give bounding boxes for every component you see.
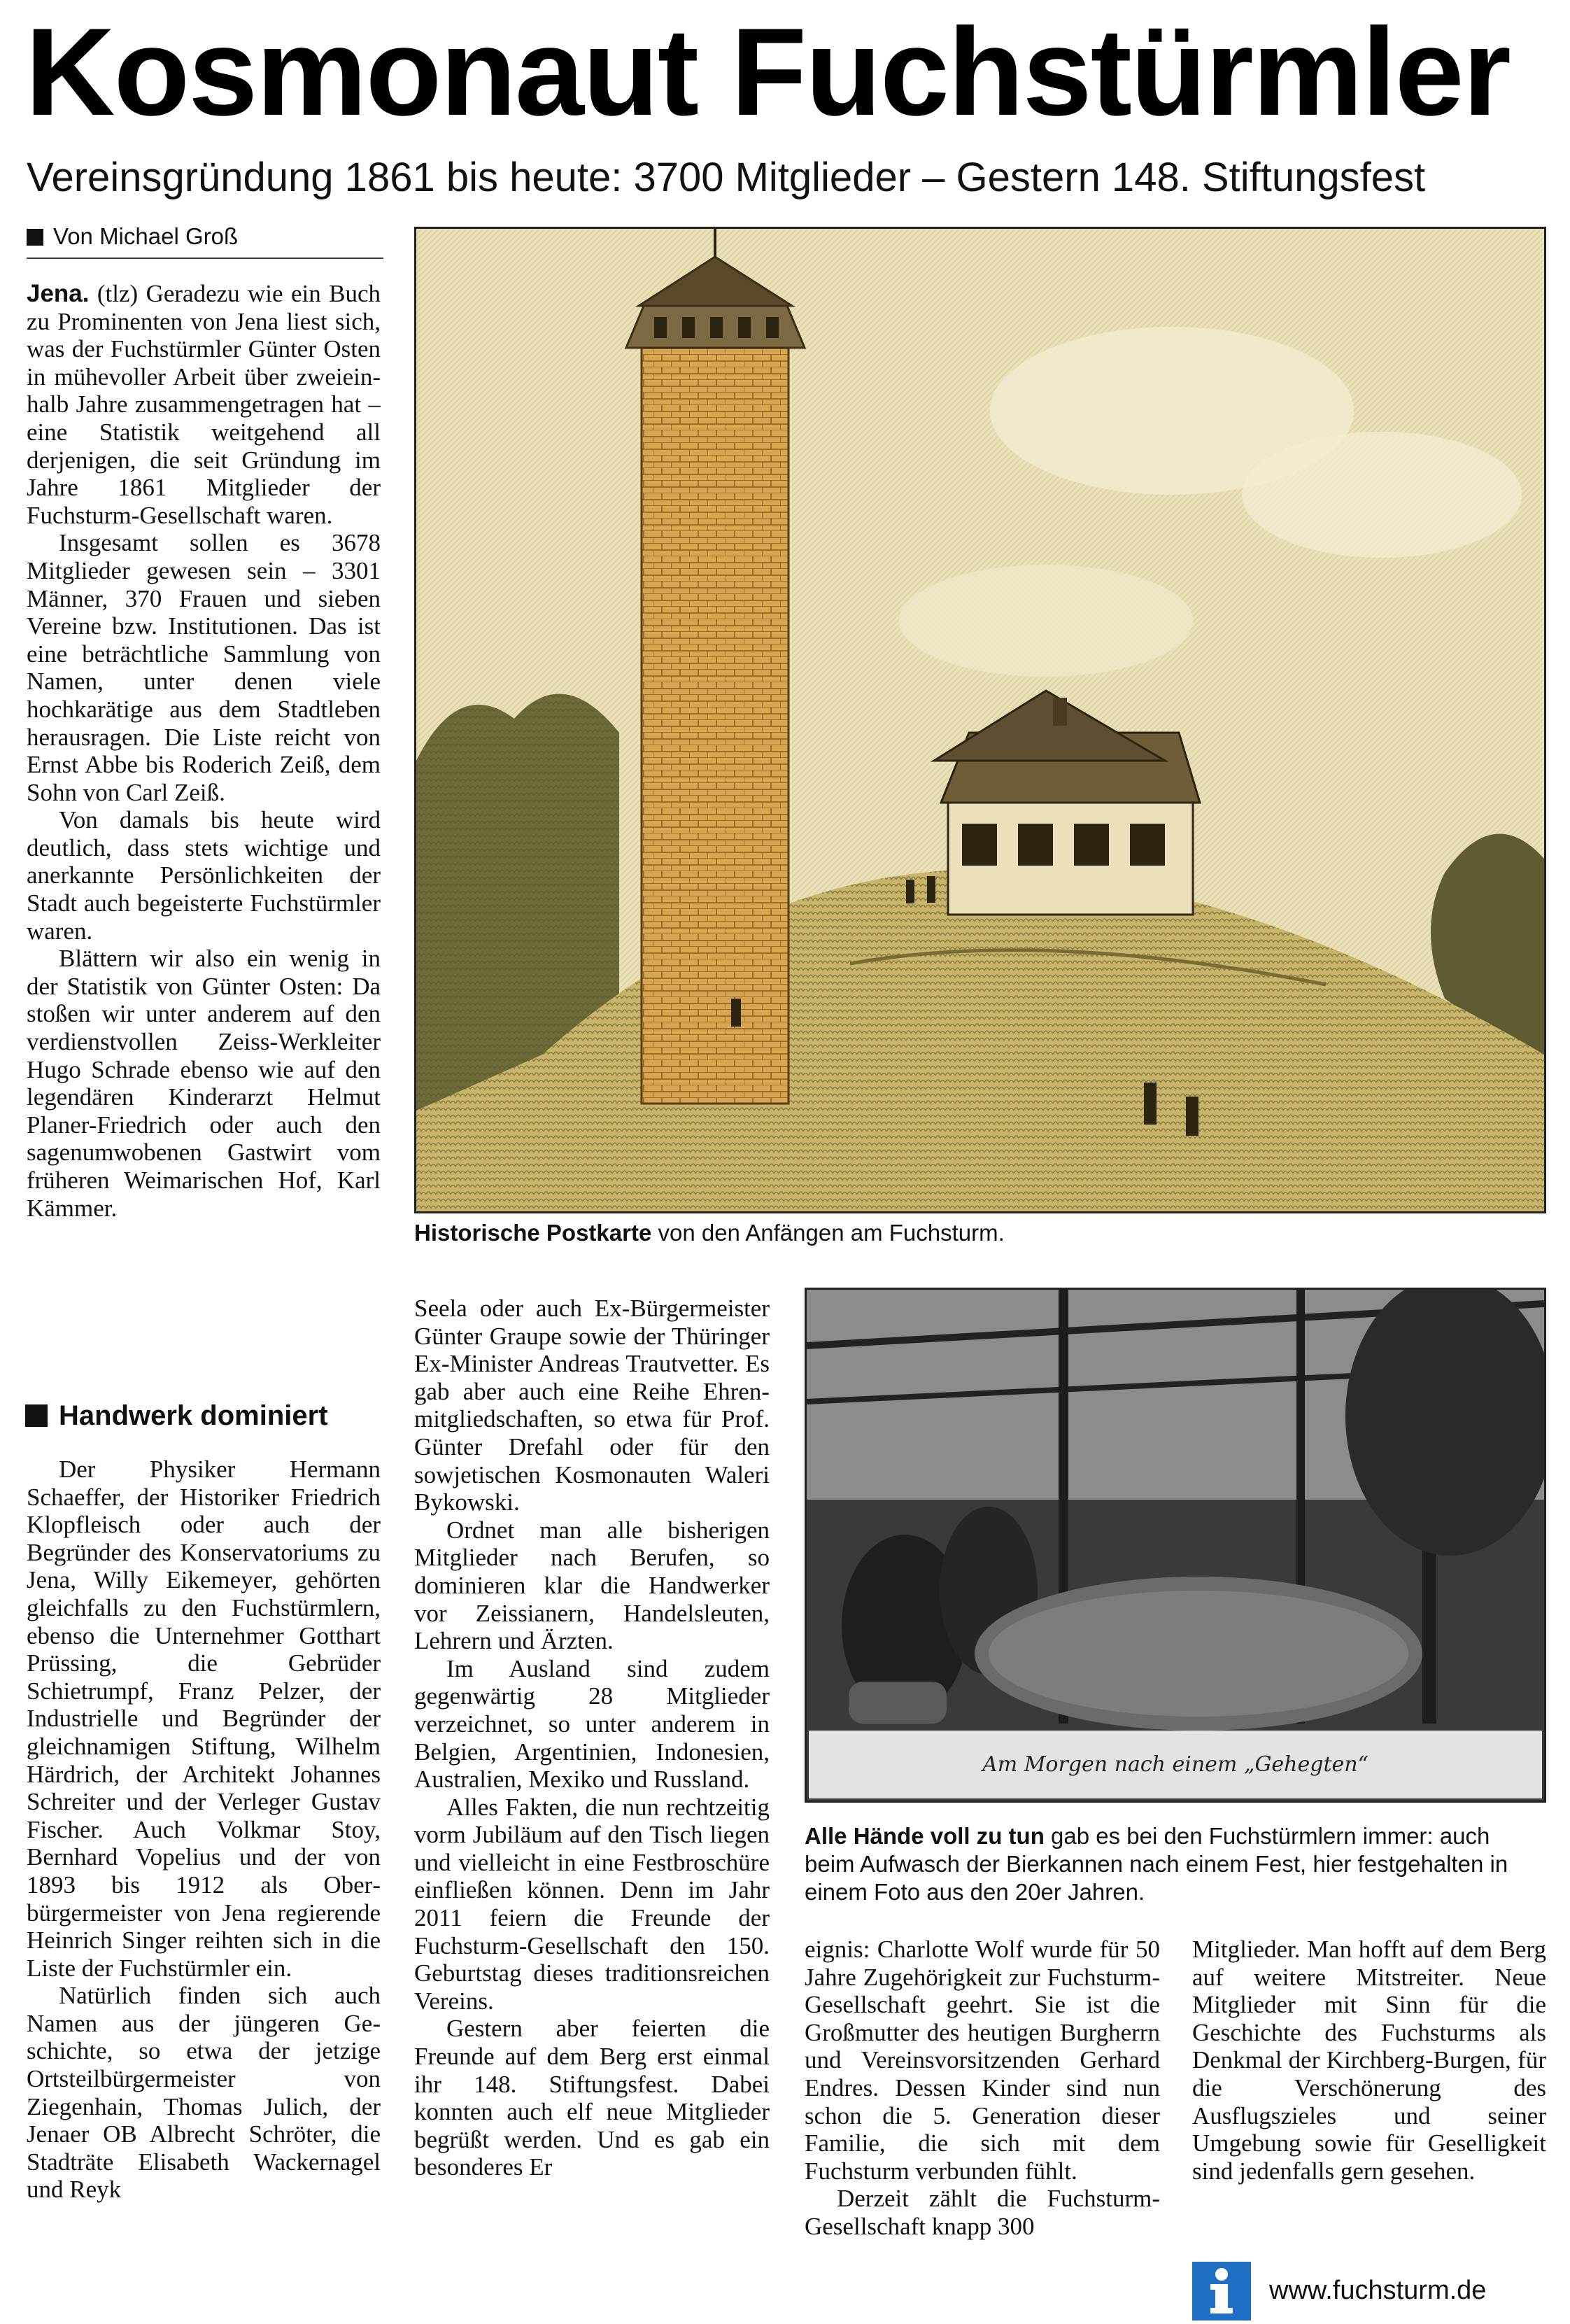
- paragraph-5: Der Physiker Hermann Schaeffer, der Historiker Friedrich Klopfleisch oder auch der Begründer des Konservatoriums zu Jena, Willy Eikemeyer, gehörten gleichfalls zu den Fuchstürmlern, ebenso die Unternehmer Gotthart Prüssing, die Gebrüder Schietrumpf, Franz Pelzer, der Industrielle und Begründer der gleichnamigen Stiftung, Wilhelm Härdrich, der Architekt Johannes Schreiter und der Verleger Gustav Fischer. Auch Volkmar Stoy, Bernhard Vopelius und der von 1893 bis 1912 als Oberbürgermeister von Jena regierende Heinrich Singer reihten sich in die Liste der Fuchstürmler ein.: [27, 1456, 381, 1982]
- subhead: [25, 1398, 389, 1433]
- paragraph-12: eignis: Charlotte Wolf wurde für 50 Jahre Zugehörigkeit zur Fuchsturm-Gesellschaft geehrt. Sie ist die Großmutter des heutigen Burgherrn und Vereinsvorsitzenden Gerhard Endres. Dessen Kinder sind nun schon die 5. Generation dieser Familie, die sich mit dem Fuchsturm verbunden fühlt.: [805, 1936, 1160, 2185]
- paragraph-8: Ordnet man alle bisherigen Mitglieder nach Berufen, so dominieren klar die Handwerker vor Zeissianern, Handelsleuten, Lehrern und Ärzten.: [414, 1516, 770, 1655]
- paragraph-1-text: (tlz) Geradezu wie ein Buch zu Prominenten von Jena liest sich, was der Fuchstürmler Günter Osten in mühevoller Arbeit über zweieinhalb Jahre zusammengetragen hat – eine Statistik weitgehend all derjenigen, die seit Gründung im Jahre 1861 Mitglieder der Fuchsturm-Gesellschaft waren.: [27, 280, 381, 529]
- paragraph-13: Derzeit zählt die Fuchsturm-Gesellschaft knapp 300: [805, 2185, 1160, 2240]
- article-column-4: [1192, 1936, 1546, 2244]
- paragraph-7: Seela oder auch Ex-Bürgermeister Günter Graupe sowie der Thüringer Ex-Minister Andreas Trautvetter. Es gab aber auch eine Reihe Ehrenmitgliedschaften, so etwa für Prof. Günter Drefahl oder für den sowjetischen Kosmonauten Waleri Bykowski.: [414, 1295, 770, 1516]
- paragraph-9: Im Ausland sind zudem gegenwärtig 28 Mitglieder verzeichnet, so unter anderem in Belgien, Argentinien, Indonesien, Australien, Mexiko und Russland.: [414, 1654, 770, 1794]
- headline: Kosmonaut Fuchstürmler: [25, 2, 1510, 141]
- dateline: Jena.: [27, 280, 90, 307]
- postcard-caption-rest: von den Anfängen am Fuchsturm.: [651, 1220, 1005, 1246]
- paragraph-4: Blättern wir also ein wenig in der Statistik von Günter Osten: Da stoßen wir unter anderem auf den verdienstvollen Zeiss-Werkleiter Hugo Schrade ebenso wie auf den legendären Kinderarzt Helmut Planer-Friedrich oder auch den sagenumwobenen Gastwirt vom früheren Weimarischen Hof, Karl Kämmer.: [27, 945, 381, 1222]
- postcard-illustration: [416, 229, 1544, 1211]
- washing-scene-illustration: [807, 1290, 1544, 1801]
- subline: Vereinsgründung 1861 bis heute: 3700 Mitglieder – Gestern 148. Stiftungsfest: [27, 155, 1426, 200]
- photo2-caption-rest: gab es bei den Fuchstürmlern immer: auch beim Aufwasch der Bierkannen nach einem Fest, hier festgehalten in einem Foto aus den 20er Jahren.: [805, 1823, 1508, 1905]
- paragraph-14: Mitglieder. Man hofft auf dem Berg auf weitere Mitstreiter. Neue Mitglieder mit Sinn für die Geschichte des Fuchsturms als Denkmal der Kirchberg-Burgen, für die Verschönerung des Ausflugszieles und seiner Umgebung sowie für Geselligkeit sind jedenfalls gern gesehen.: [1192, 1936, 1546, 2185]
- paragraph-6: Natürlich finden sich auch Namen aus der jüngeren Geschichte, so etwa der jetzige Ortsteilbürgermeister von Ziegenhain, Thomas Julich, der Jenaer OB Albrecht Schröter, die Stadträte Elisabeth Wackernagel und Reyk: [27, 1982, 381, 2204]
- postcard-caption: [414, 1219, 1542, 1247]
- paragraph-2: Insgesamt sollen es 3678 Mitglieder gewesen sein – 3301 Männer, 370 Frauen und sieben Vereine bzw. Institutionen. Das ist eine beträchtliche Sammlung von Namen, unter denen viele hochkarätige aus dem Stadtleben herausragen. Die Liste reicht von Ernst Abbe bis Roderich Zeiß, dem Sohn von Carl Zeiß.: [27, 529, 381, 806]
- byline-author: Von Michael Groß: [53, 223, 239, 249]
- website-link[interactable]: www.fuchsturm.de: [1269, 2276, 1487, 2305]
- article-column-1b: [27, 1456, 381, 2314]
- photo2-caption-bold: Alle Hände voll zu tun: [805, 1823, 1045, 1849]
- article-column-1: [27, 280, 381, 1390]
- info-link[interactable]: [1192, 2262, 1556, 2312]
- bullet-square-icon: [25, 1404, 48, 1427]
- bierkannen-photo: [805, 1288, 1546, 1803]
- photo2-caption: [805, 1822, 1542, 1906]
- article-column-2: [414, 1295, 770, 2314]
- byline: [27, 223, 383, 259]
- paragraph-3: Von damals bis heute wird deutlich, dass stets wichtige und anerkannte Persönlichkeiten der Stadt auch begeisterte Fuchstürmler waren.: [27, 806, 381, 945]
- paragraph-10: Alles Fakten, die nun rechtzeitig vorm Jubiläum auf den Tisch liegen und vielleicht in eine Festbroschüre einfließen können. Denn im Jahr 2011 feiern die Freunde der Fuchsturm-Gesellschaft den 150. Geburtstag dieses traditionsreichen Vereins.: [414, 1793, 770, 2015]
- paragraph-1: [27, 280, 381, 529]
- article-column-3: [805, 1936, 1160, 2314]
- bullet-square-icon: [27, 229, 43, 246]
- info-icon: [1192, 2262, 1251, 2321]
- inset-photo-text: Am Morgen nach einem „Gehegten“: [982, 1752, 1369, 1777]
- postcard-caption-bold: Historische Postkarte: [414, 1220, 652, 1246]
- historic-postcard-image: [414, 227, 1546, 1213]
- paragraph-11: Gestern aber feierten die Freunde auf dem Berg erst einmal ihr 148. Stiftungsfest. Dabei konnten auch elf neue Mitglieder begrüßt werden. Und es gab ein besonderes Er: [414, 2015, 770, 2181]
- subhead-text: Handwerk dominiert: [59, 1400, 328, 1431]
